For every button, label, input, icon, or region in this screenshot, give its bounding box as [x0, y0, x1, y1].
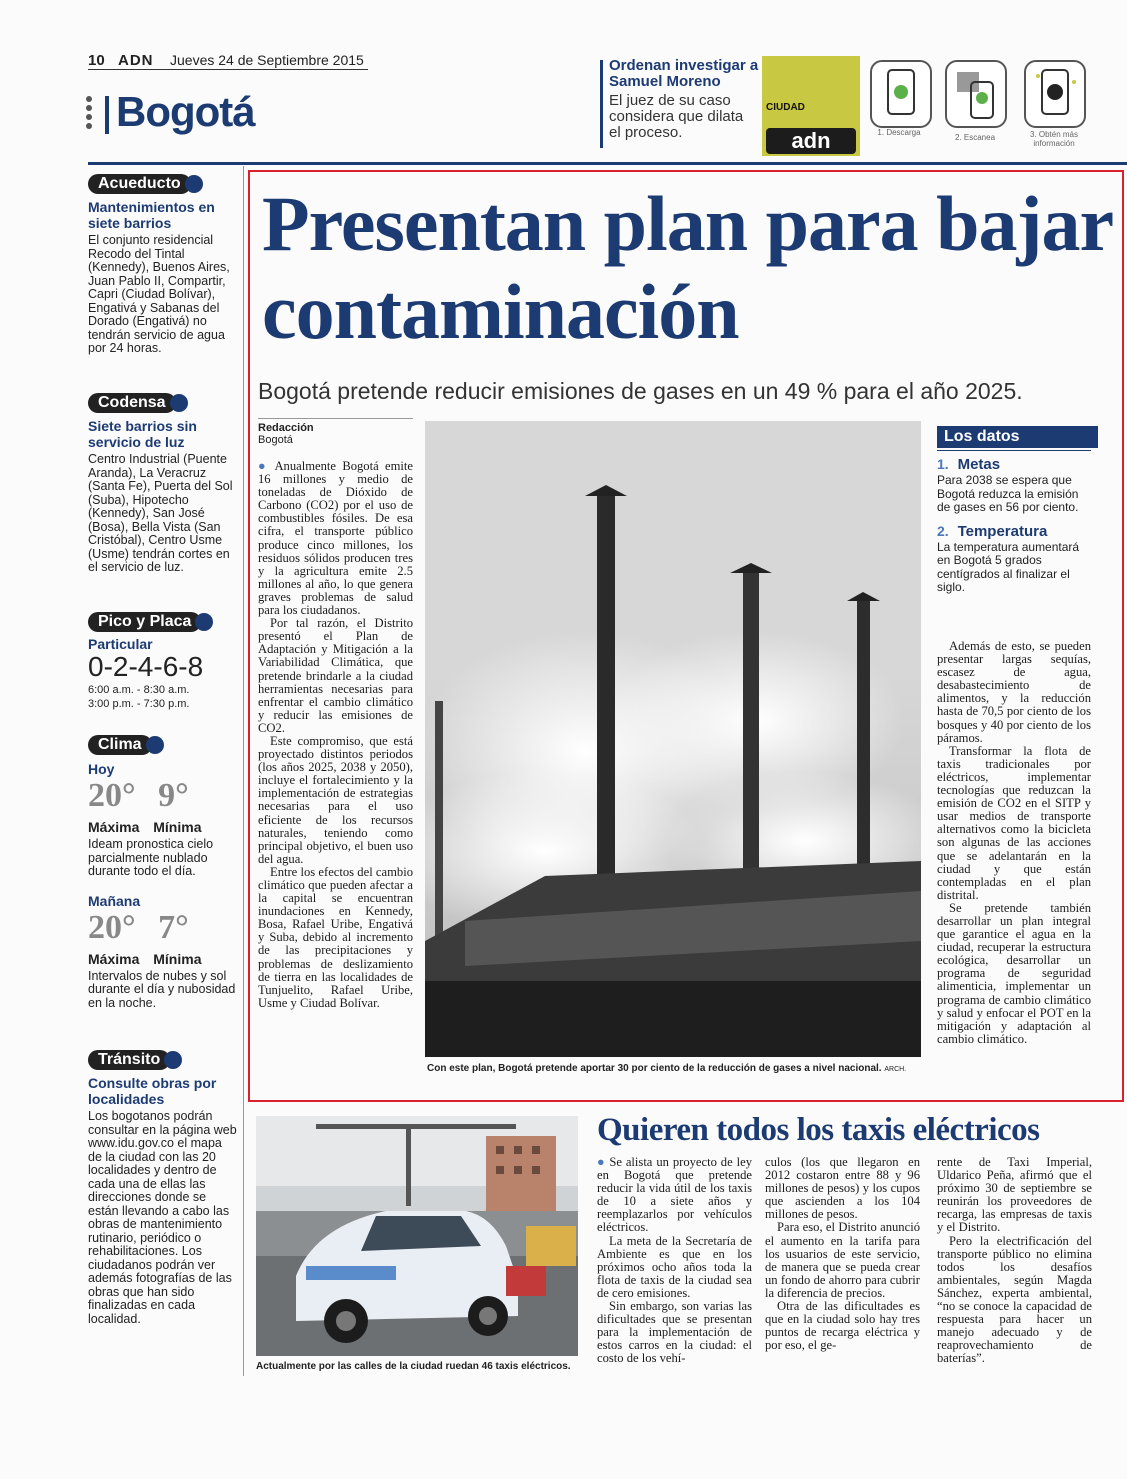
codensa-text: Centro Industrial (Puente Aranda), La Veracruz (Santa Fe), Puerta del Sol (Suba), Hipotecho (Kennedy), San José (Bosa), Bella Vista (San Cristóbal), Centro Usme (Usme) tendrán cortes en el servicio de luz.: [88, 452, 233, 574]
manana-max: 20°: [88, 908, 136, 946]
section-bar: [105, 96, 109, 134]
smokestack-photo: [425, 421, 921, 1057]
pico-block: [88, 612, 238, 711]
taxi-column-3: [937, 1156, 1092, 1366]
teaser-text: El juez de su caso considera que dilata el proceso.: [609, 92, 744, 141]
transito-block: [88, 1050, 238, 1326]
max-label: Máxima: [88, 819, 140, 835]
hoy-label: Hoy: [88, 761, 115, 777]
paragraph: La meta de la Secretaría de Ambiente es que en los próximos ocho años toda la flota de taxis de la ciudad sea de cero emisiones.: [597, 1233, 752, 1300]
hoy-min: 9°: [158, 777, 189, 814]
datos-heading: Temperatura: [957, 522, 1048, 540]
speech-bubble-icon: [164, 1051, 182, 1069]
datos-box: [937, 456, 1089, 595]
clima-block: [88, 735, 238, 1010]
masthead-rule: [88, 69, 368, 70]
speech-bubble-icon: [195, 613, 213, 631]
min-label: Mínima: [153, 950, 202, 967]
paragraph: Este compromiso, que está proyectado distintos periodos (los años 2025, 2038 y 2050), incluye el fortalecimiento y la implementación de estrategias necesarias para el uso eficiente de los recursos naturales, teniendo como principal objetivo, el buen uso del agua.: [258, 733, 413, 866]
datos-rule: [937, 450, 1091, 451]
pico-hours-am: 6:00 a.m. - 8:30 a.m.: [88, 684, 190, 696]
paragraph: culos (los que llegaron en 2012 costaron entre 88 y 96 millones de pesos) y los cupos que ascienden a los 104 millones de pesos.: [765, 1155, 920, 1222]
step-scan: 2. Escanea: [954, 133, 996, 142]
taxi-column-2: [765, 1156, 920, 1352]
datos-heading: Metas: [957, 456, 1001, 473]
phone-scan-icon: [945, 60, 1007, 128]
datos-text: La temperatura aumentará en Bogotá 5 grados centígrados al finalizar el siglo.: [937, 539, 1080, 594]
paragraph: Por tal razón, el Distrito presentó el Plan de Adaptación y Mitigación a la Variabilidad Climática, que pretende brindarle a la ciudad herramientas necesarias para enfrentar el cambio climático y reducir las emisiones de CO2.: [258, 616, 413, 735]
codensa-block: [88, 393, 238, 575]
story-column-1: [258, 460, 413, 1010]
transito-tag: Tránsito: [88, 1050, 170, 1070]
taxi-caption: Actualmente por las calles de la ciudad ruedan 46 taxis eléctricos.: [256, 1361, 571, 1372]
pico-tag: Pico y Placa: [88, 612, 201, 632]
speech-bubble-icon: [146, 736, 164, 754]
teaser-bar: [600, 60, 603, 148]
pico-hours-pm: 3:00 p.m. - 7:30 p.m.: [88, 697, 190, 710]
byline-place: Bogotá: [258, 434, 293, 446]
paragraph: Se pretende también desarrollar un plan integral que garantice el agua en la ciudad, recuperar la estructura ecológica, desarrollar un programa de seguridad alimenticia, implementar un programa de cambio climático y salud y enfocar el POT en la mitigación y adaptación al cambio climático.: [937, 900, 1091, 1046]
page-number: 10: [88, 52, 105, 69]
acueducto-title: Mantenimientos en siete barrios: [88, 199, 215, 231]
paragraph: Para eso, el Distrito anunció el aumento en la tarifa para los usuarios de este servicio, de manera que se pueda crear un fondo de ahorro para cubrir la diferencia de precios.: [765, 1220, 920, 1300]
phone-info-icon: [1024, 60, 1086, 128]
sidebar-divider: [243, 166, 244, 1376]
paragraph: Además de esto, se pueden presentar largas sequías, escasez de agua, desabastecimiento de alimentos, y la reducción hasta de 70,5 por ciento de los bosques y 40 por ciento de los páramos.: [937, 639, 1091, 745]
manana-label: Mañana: [88, 892, 141, 909]
teaser-title[interactable]: Ordenan investigar a Samuel Moreno: [609, 57, 759, 90]
datos-text: Para 2038 se espera que Bogotá reduzca la emisión de gases en 56 por ciento.: [937, 473, 1079, 514]
paragraph: Anualmente Bogotá emite 16 millones y medio de toneladas de Dióxido de Carbono (CO2) por el uso de combustibles fósiles. De esa cifra, el transporte público produce cinco millones, los residuos sólidos producen tres y la agricultura emite 2.5 millones al año, lo que genera graves problemas de salud para los ciudadanos.: [258, 459, 413, 618]
paragraph: Transformar la flota de taxis tradicionales por eléctricos, implementar tecnologías que reduzcan la emisión de CO2 en el SITP y usar medios de transporte alternativos como la bicicleta son algunas de las acciones que se adelantarán en la ciudad y que están contempladas en el plan distrital.: [937, 743, 1091, 902]
speech-bubble-icon: [185, 175, 203, 193]
caption-text: Con este plan, Bogotá pretende aportar 30 por ciento de la reducción de gases a nivel nacional.: [427, 1063, 882, 1074]
max-label: Máxima: [88, 950, 140, 967]
acueducto-block: [88, 174, 238, 356]
byline: Redacción: [258, 422, 314, 434]
paragraph: rente de Taxi Imperial, Uldarico Peña, afirmó que el próximo 30 de septiembre se reunirán los proveedores de recarga, las empresas de taxis y el Distrito.: [937, 1155, 1092, 1235]
datos-number: 1.: [937, 456, 949, 472]
speech-bubble-icon: [170, 394, 188, 412]
pico-title: Particular: [88, 636, 153, 652]
main-subhead: Bogotá pretende reducir emisiones de gases en un 49 % para el año 2025.: [258, 378, 1023, 404]
story-column-3: [937, 640, 1091, 1046]
ciudad-adn-promo: [762, 56, 860, 156]
phone-download-icon: [870, 60, 932, 128]
step-info: 3. Obtén más información: [1029, 130, 1079, 148]
paragraph: Pero la electrificación del transporte público no elimina todos los desafíos ambientales, según Magda Sánchez, experta ambiental, “no se conoce la capacidad de respuesta para hacer un manejo adecuado y de reaprovechamiento de baterías”.: [937, 1233, 1092, 1366]
step-download: 1. Descarga: [877, 128, 921, 137]
byline-rule: [258, 418, 413, 419]
bullet-icon: ●: [258, 459, 269, 473]
codensa-title: Siete barrios sin servicio de luz: [88, 418, 197, 450]
section-title: Bogotá: [116, 88, 255, 135]
transito-title: Consulte obras por localidades: [88, 1075, 217, 1107]
datos-number: 2.: [937, 522, 949, 539]
manana-forecast: Intervalos de nubes y sol durante el día y nubosidad en la noche.: [88, 968, 236, 1010]
brand-logo: ADN: [118, 52, 154, 69]
main-headline: Presentan plan para bajar contaminación: [262, 180, 1112, 355]
transito-text: Los bogotanos podrán consultar en la página web www.idu.gov.co el mapa de la ciudad con las 20 localidades y dentro de cada una de ellas las direcciones donde se están llevando a cabo las obras de mantenimiento rutinario, periódico o rehabilitaciones. Los ciudadanos podrán ver además fotografías de las obras que han sido finalizadas en cada localidad.: [88, 1109, 237, 1326]
second-headline: Quieren todos los taxis eléctricos: [597, 1112, 1040, 1148]
acueducto-tag: Acueducto: [88, 174, 191, 194]
section-dots-icon: [86, 96, 94, 130]
paragraph: Entre los efectos del cambio climático que pueden afectar a la capital se encuentran inundaciones en Kennedy, Bosa, Rafael Uribe, Engativá y Suba, debido al incremento de las precipitaciones y problemas de deslizamiento de tierra en las localidades de Tunjuelito, Rafael Uribe, Usme y Ciudad Bolívar.: [258, 864, 413, 1010]
hoy-forecast: Ideam pronostica cielo parcialmente nublado durante todo el día.: [88, 837, 214, 878]
taxi-column-1: [597, 1156, 752, 1366]
ciudad-label: CIUDAD: [766, 102, 805, 113]
clima-tag: Clima: [88, 735, 152, 755]
datos-tag: Los datos: [937, 426, 1098, 448]
codensa-tag: Codensa: [88, 393, 176, 413]
photo-caption: [427, 1063, 906, 1074]
hoy-max: 20°: [88, 777, 136, 814]
paragraph: Se alista un proyecto de ley en Bogotá que pretende reducir la vida útil de los taxis de 10 a siete años y reemplazarlos por vehículos eléctricos.: [597, 1155, 753, 1235]
manana-min: 7°: [158, 908, 189, 946]
min-label: Mínima: [153, 819, 202, 835]
adn-logo: adn: [766, 128, 856, 154]
acueducto-text: El conjunto residencial Recodo del Tintal (Kennedy), Buenos Aires, Juan Pablo II, Compartir, Capri (Ciudad Bolívar), Engativá y Sabanas del Dorado (Engativá) no tendrán servicio de agua por 24 horas.: [88, 233, 230, 355]
bullet-icon: ●: [597, 1155, 606, 1169]
caption-credit: ARCH.: [884, 1066, 907, 1073]
paragraph: Otra de las dificultades es que en la ciudad solo hay tres puntos de recarga eléctrica y por eso, el ge-: [765, 1299, 920, 1353]
paragraph: Sin embargo, son varias las dificultades que se presentan para la implementación de estos carros en la ciudad: el costo de los vehí-: [597, 1299, 752, 1366]
header-rule: [88, 162, 1127, 165]
electric-taxi-photo: [256, 1116, 578, 1356]
pico-digits: 0-2-4-6-8: [88, 651, 204, 682]
issue-date: Jueves 24 de Septiembre 2015: [170, 52, 364, 68]
